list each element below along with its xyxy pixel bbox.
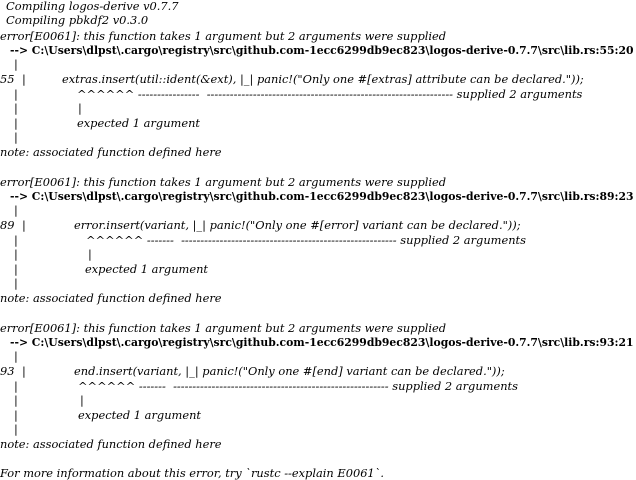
line-number: 93 xyxy=(0,364,15,378)
underline-markers: ^^^^^^ ---------------- ---------------------------------------------------------------- supplied 2 arguments xyxy=(77,87,583,101)
footer-hint: For more information about this error, try `rustc --explain E0061`. xyxy=(0,466,384,480)
gutter-pipe: | xyxy=(14,276,18,290)
error-header: error[E0061]: this function takes 1 argument but 2 arguments were supplied xyxy=(0,321,447,335)
underline-markers: ^^^^^^ ------- -------------------------------------------------------- supplied 2 arguments xyxy=(78,379,518,393)
gutter-pipe: | xyxy=(22,218,26,232)
note-line: note: associated function defined here xyxy=(0,145,222,159)
note-line: note: associated function defined here xyxy=(0,291,222,305)
gutter-pipe: | xyxy=(14,130,18,144)
error-header: error[E0061]: this function takes 1 argument but 2 arguments were supplied xyxy=(0,29,447,43)
line-number: 89 xyxy=(0,218,15,232)
compile-line: Compiling logos-derive v0.7.7 xyxy=(6,0,179,13)
gutter-pipe: | xyxy=(14,247,18,261)
underline-markers: ^^^^^^ ------- -------------------------------------------------------- supplied 2 arguments xyxy=(86,233,526,247)
compile-line: Compiling pbkdf2 v0.3.0 xyxy=(6,13,149,27)
expected-label: expected 1 argument xyxy=(85,262,208,276)
gutter-pipe: | xyxy=(14,408,18,422)
gutter-pipe: | xyxy=(80,393,84,407)
gutter-pipe: | xyxy=(78,101,82,115)
expected-label: expected 1 argument xyxy=(78,408,201,422)
code-line: end.insert(variant, |_| panic!("Only one #[end] variant can be declared.")); xyxy=(74,364,505,378)
line-number: 55 xyxy=(0,72,15,86)
error-location: --> C:\Users\dlpst\.cargo\registry\src\github.com-1ecc6299db9ec823\logos-derive-0.7.7\src\lib.rs:93:21 xyxy=(10,335,634,349)
gutter-pipe: | xyxy=(22,364,26,378)
gutter-pipe: | xyxy=(14,262,18,276)
gutter-pipe: | xyxy=(14,422,18,436)
gutter-pipe: | xyxy=(14,349,18,363)
gutter-pipe: | xyxy=(88,247,92,261)
gutter-pipe: | xyxy=(14,87,18,101)
gutter-pipe: | xyxy=(14,393,18,407)
gutter-pipe: | xyxy=(14,116,18,130)
gutter-pipe: | xyxy=(14,233,18,247)
gutter-pipe: | xyxy=(22,72,26,86)
gutter-pipe: | xyxy=(14,203,18,217)
code-line: error.insert(variant, |_| panic!("Only one #[error] variant can be declared.")); xyxy=(74,218,521,232)
gutter-pipe: | xyxy=(14,379,18,393)
expected-label: expected 1 argument xyxy=(77,116,200,130)
gutter-pipe: | xyxy=(14,101,18,115)
note-line: note: associated function defined here xyxy=(0,437,222,451)
code-line: extras.insert(util::ident(&ext), |_| panic!("Only one #[extras] attribute can be declared.")); xyxy=(62,72,584,86)
error-header: error[E0061]: this function takes 1 argument but 2 arguments were supplied xyxy=(0,175,447,189)
error-location: --> C:\Users\dlpst\.cargo\registry\src\github.com-1ecc6299db9ec823\logos-derive-0.7.7\src\lib.rs:55:20 xyxy=(10,43,634,57)
error-location: --> C:\Users\dlpst\.cargo\registry\src\github.com-1ecc6299db9ec823\logos-derive-0.7.7\src\lib.rs:89:23 xyxy=(10,189,634,203)
gutter-pipe: | xyxy=(14,57,18,71)
